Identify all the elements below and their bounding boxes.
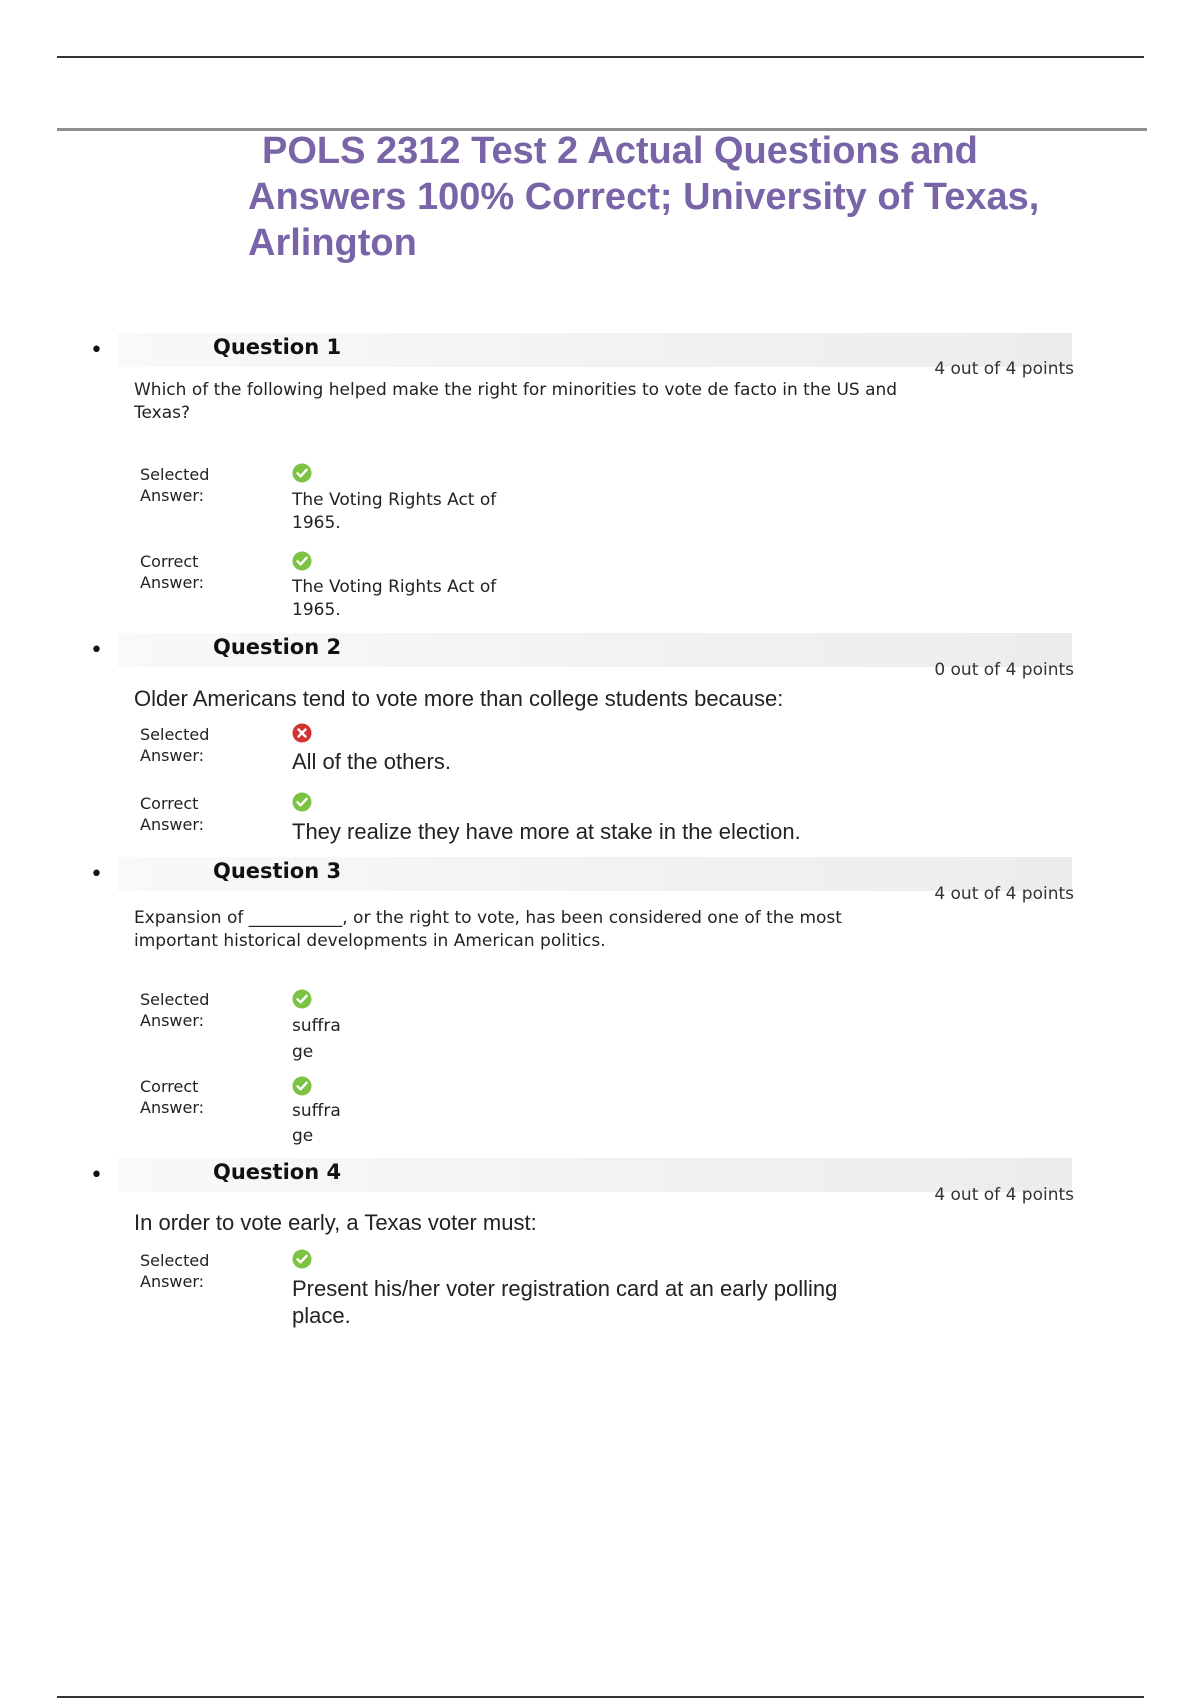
question-points: 4 out of 4 points: [934, 884, 1074, 904]
answer-line: The Voting Rights Act of: [292, 490, 497, 510]
correct-answer-label: [140, 793, 260, 835]
label-line: Selected: [140, 465, 210, 484]
selected-answer-text: [292, 489, 496, 535]
label-line: Answer:: [140, 1098, 205, 1117]
check-icon: [292, 989, 312, 1009]
question-heading: Question 4: [213, 1160, 342, 1184]
question-heading: Question 1: [213, 335, 342, 359]
bullet: •: [90, 338, 103, 363]
selected-answer-text: [292, 1275, 837, 1329]
selected-answer-label: [140, 989, 260, 1031]
answer-line: 1965.: [292, 600, 341, 620]
label-line: Answer:: [140, 815, 205, 834]
question-text-line: Older Americans tend to vote more than college students because:: [134, 686, 784, 711]
question-text-line: important historical developments in American politics.: [134, 931, 606, 951]
check-icon: [292, 1249, 312, 1269]
top-rule: [57, 56, 1144, 58]
selected-answer-label: [140, 464, 260, 506]
question-text: [134, 907, 1034, 953]
correct-answer-text: [292, 818, 801, 845]
selected-answer-label: [140, 724, 260, 766]
answer-line: They realize they have more at stake in the election.: [292, 819, 801, 844]
check-icon: [292, 463, 312, 483]
answer-line: 1965.: [292, 513, 341, 533]
label-line: Answer:: [140, 1272, 205, 1291]
bullet: •: [90, 1163, 103, 1188]
answer-line: Present his/her voter registration card at an early polling: [292, 1276, 838, 1301]
correct-answer-label: [140, 551, 260, 593]
label-line: Correct: [140, 1077, 199, 1096]
selected-answer-label: [140, 1250, 260, 1292]
question-points: 4 out of 4 points: [934, 1185, 1074, 1205]
answer-line: suffra: [292, 1101, 341, 1121]
question-text-line: In order to vote early, a Texas voter must:: [134, 1210, 537, 1235]
question-heading: Question 2: [213, 635, 342, 659]
question-text-line: Which of the following helped make the right for minorities to vote de facto in the US and: [134, 380, 898, 400]
correct-answer-text: [292, 576, 496, 622]
check-icon: [292, 551, 312, 571]
question-text: [134, 379, 1034, 425]
selected-answer-text: [292, 1013, 341, 1065]
question-text-line: Expansion of ___________, or the right to vote, has been considered one of the most: [134, 908, 842, 928]
correct-answer-text: [292, 1099, 341, 1149]
correct-answer-label: [140, 1076, 260, 1118]
label-line: Answer:: [140, 1011, 205, 1030]
label-line: Correct: [140, 794, 199, 813]
answer-line: place.: [292, 1303, 351, 1328]
title-line: POLS 2312 Test 2 Actual Questions and: [262, 130, 978, 172]
title-line: Arlington: [248, 222, 417, 264]
selected-answer-text: [292, 748, 451, 775]
answer-line: ge: [292, 1126, 314, 1146]
bullet: •: [90, 862, 103, 887]
bottom-rule: [57, 1696, 1144, 1698]
question-heading: Question 3: [213, 859, 342, 883]
answer-line: All of the others.: [292, 749, 451, 774]
answer-line: ge: [292, 1042, 314, 1062]
label-line: Selected: [140, 990, 210, 1009]
question-points: 4 out of 4 points: [934, 359, 1074, 379]
check-icon: [292, 1076, 312, 1096]
document-title: [248, 128, 1108, 266]
answer-line: The Voting Rights Act of: [292, 577, 497, 597]
label-line: Answer:: [140, 746, 205, 765]
question-text: [134, 1210, 1034, 1236]
title-line: Answers 100% Correct; University of Texas,: [248, 176, 1040, 218]
label-line: Answer:: [140, 486, 205, 505]
answer-line: suffra: [292, 1016, 341, 1036]
question-points: 0 out of 4 points: [934, 660, 1074, 680]
x-circle-icon: [292, 723, 312, 743]
label-line: Answer:: [140, 573, 205, 592]
check-icon: [292, 792, 312, 812]
question-text: [134, 686, 1034, 712]
question-text-line: Texas?: [134, 403, 191, 423]
bullet: •: [90, 638, 103, 663]
label-line: Correct: [140, 552, 199, 571]
label-line: Selected: [140, 725, 210, 744]
label-line: Selected: [140, 1251, 210, 1270]
